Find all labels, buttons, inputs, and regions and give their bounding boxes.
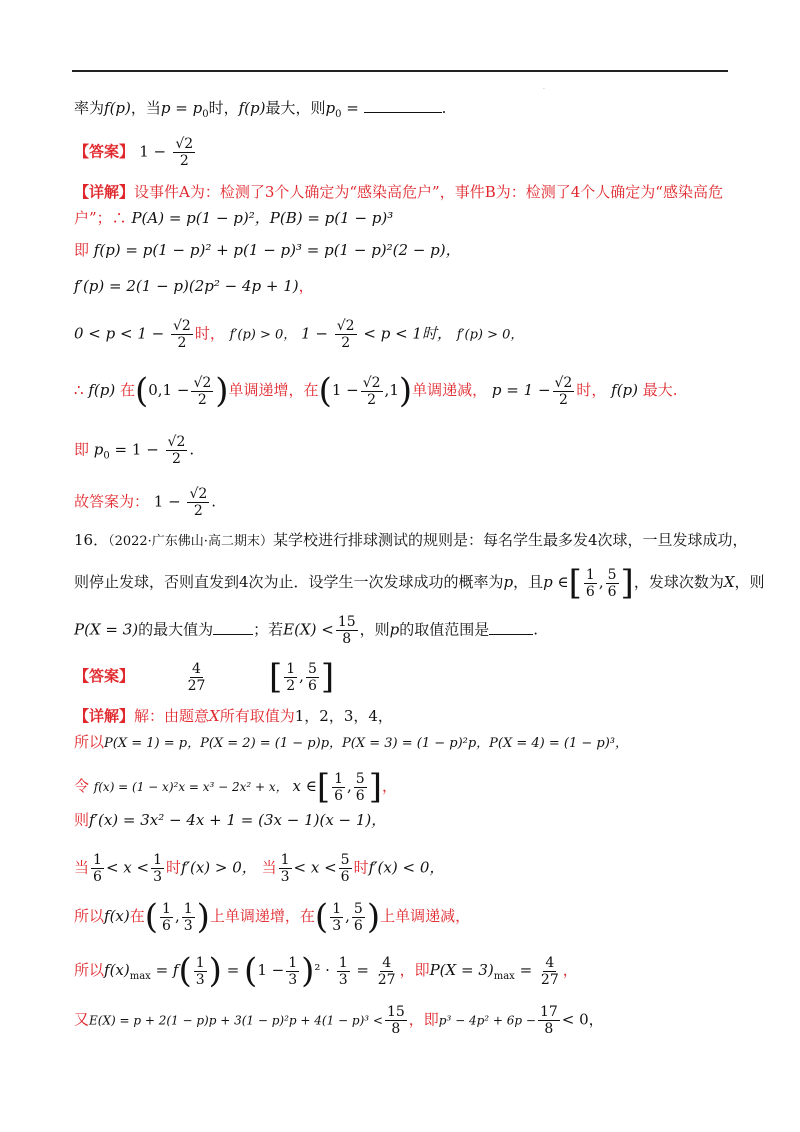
fraction [337,955,350,988]
numerator: 1 [286,660,296,677]
math: 0,1 − [148,381,190,399]
formula-line [74,732,628,754]
text: ，即 [408,1010,439,1029]
text: 又 [74,1010,90,1029]
fraction [335,318,357,351]
text: 所有取值为 [219,707,295,725]
denominator: 6 [355,787,365,804]
text: . [533,620,539,639]
text: ，发球次数为 [633,573,724,591]
math: 1，2，3，4， [294,707,393,725]
denominator: 2 [179,153,189,169]
math: f(p) [238,99,266,117]
detail-tag: 【详解】 [74,707,135,725]
math: f′(x) < 0， [368,858,445,877]
denominator: 27 [377,971,396,988]
denominator: 3 [332,917,342,934]
text: 当 [74,858,90,877]
text: 最大. [642,381,678,399]
math-sub: max [493,971,515,982]
fraction [336,614,358,647]
math: p [325,99,336,117]
text: 单调递增，在 [228,381,319,399]
fraction [279,852,292,885]
question-16-line: 则停止发球，否则直发到4次为止．设学生一次发球成功的概率为p，且p ∈[ $\frac{1}{6}$ , $\frac{5}{6}$ ]，发球次数为X，则 [74,563,765,603]
text: ，当 [130,99,161,117]
denominator: 3 [153,869,162,885]
fraction [160,901,173,934]
math: p³ − 4p² + 6p − [438,1013,536,1028]
denominator: 6 [607,583,617,600]
math: f(x) = (1 − x)²x = x³ − 2x² + x， [93,780,288,794]
text: 所以 [74,961,105,979]
denominator: 3 [183,917,193,934]
text: 时， [576,381,607,399]
numerator: 1 [183,900,193,917]
math: X [723,573,735,591]
text: 设事件A为：检测了3个人确定为“感染高危户”，事件B为：检测了4个人确定为“感染高危 [134,183,723,201]
formula-line: 令 f(x) = (1 − x)²x = x³ − 2x² + x， x ∈[ $\frac{1}{6}$ , $\frac{5}{6}$ ]， [74,767,397,807]
text: . [211,492,217,511]
detail-line [74,706,393,726]
math: = [514,961,537,979]
text: 上单调递减， [380,907,471,925]
math: f(p) = p(1 − p)² + p(1 − p)³ = p(1 − p)²(2 − p)， [93,241,461,259]
text: 当 [261,858,277,877]
denominator: 3 [338,971,348,988]
text: 所以 [74,907,105,925]
text: 在 [129,907,145,925]
text: ， [298,277,314,295]
numerator: 1 [338,954,348,971]
answer-line [74,136,197,169]
math: 1 − [301,324,328,343]
header-rule [72,70,728,72]
math-sub: 0 [335,109,342,120]
answer-line: 【答案】 $\frac{4}{27}$ [ $\frac{1}{2}$ , $\frac{5}{6}$ ] [74,657,335,697]
numerator: 17 [539,1004,558,1020]
formula-line [74,810,386,830]
fraction [361,375,383,408]
denominator: 2 [558,391,568,408]
math: p [389,620,400,639]
math: E(X) = p + 2(1 − p)p + 3(1 − p)²p + 4(1 − p)³ < [89,1013,383,1028]
answer-tag: 【答案】 [74,142,135,161]
numerator: √2 [175,136,194,152]
text: ∴ [74,381,84,399]
denominator: 2 [367,391,377,408]
fraction [173,136,195,169]
fraction [339,852,352,885]
text: ， [381,777,397,795]
text: 时， [208,99,239,117]
text: 故答案为： [74,492,150,511]
denominator: 2 [193,503,203,519]
question-16-line [74,530,748,552]
math: p = p [160,99,203,117]
denominator: 8 [342,631,352,647]
math: = [221,961,245,979]
text: 的取值范围是 [399,620,490,639]
formula-line [74,1004,604,1037]
text: 最大，则 [265,99,326,117]
math-sub: 0 [202,109,209,120]
numerator: 5 [340,852,350,868]
math: f(p) [611,381,638,399]
numerator: 5 [353,900,363,917]
numerator: 15 [337,614,356,630]
fraction [166,434,188,467]
formula-line [74,276,314,296]
denominator: 6 [340,869,350,885]
text: 则 [74,811,90,829]
numerator: 4 [545,954,555,971]
math: f(p) [88,381,116,399]
fraction [187,486,209,519]
math: X [209,707,220,725]
fraction [376,955,398,988]
math: = 1 − [109,440,159,459]
math: p [503,573,514,591]
denominator: 6 [353,917,363,934]
fraction [151,852,164,885]
denominator: 2 [172,451,181,467]
numerator: 1 [162,900,171,917]
denominator: 6 [93,869,102,885]
math: P(X = 3) [74,620,139,639]
text: 令 [74,777,90,795]
math: < p < 1时， [363,324,452,343]
detail-line [74,208,393,228]
answer-blank [213,622,253,635]
numerator: 1 [332,900,342,917]
fraction [306,661,319,694]
math: 0 < p < 1 − [74,324,165,343]
math: P(X = 1) = p，P(X = 2) = (1 − p)p，P(X = 3) = (1 − p)²p，P(X = 4) = (1 − p)³， [104,736,629,751]
math: p = 1 − [491,381,551,399]
numerator: 5 [607,566,617,583]
denominator: 2 [341,335,351,351]
fraction [606,567,619,600]
denominator: 2 [286,677,296,694]
math: f(x) [104,907,130,925]
denominator: 6 [162,917,171,934]
fraction [330,901,343,934]
fraction [91,852,104,885]
denominator: 2 [197,391,207,408]
math: < x < [105,858,150,877]
math: = f [150,961,179,979]
math: f′(p) > 0， [456,327,524,343]
text: ，且 [513,573,544,591]
detail-line [74,182,723,202]
formula-line: 所以$f(x)_{max} = f$( $\frac{1}{3}$ ) = (1 − $\frac{1}{3}$ )² · $\frac{1}{3}$ = $\frac{4}{27}$ ，即$P(X = 3)_{max}$ = $\frac{4}{27}$ ， [74,951,578,991]
math: 1 − [257,961,285,979]
text: 上单调递增，在 [209,907,315,925]
denominator: 8 [391,1021,401,1037]
text: 时 [166,858,182,877]
text: . [189,440,195,459]
math: 1 − [331,381,359,399]
denominator: 3 [195,971,205,988]
fraction [385,1004,407,1037]
numerator: √2 [336,318,355,334]
numerator: √2 [167,434,186,450]
text: ，则 [734,573,765,591]
math-sub: max [129,971,151,982]
text: 在 [119,381,135,399]
answer-blank [364,100,442,113]
math: f′(x) = 3x² − 4x + 1 = (3x − 1)(x − 1)， [89,811,387,829]
answer-tag: 【答案】 [74,667,135,685]
fraction [284,661,297,694]
text: ，即 [399,961,430,979]
text: 的最大值为 [138,620,214,639]
question-number: 16． [74,531,109,549]
fraction [354,771,367,804]
math: P(A) = p(1 − p)²，P(B) = p(1 − p)³ [131,209,394,227]
math: = [351,961,374,979]
numerator: 1 [93,852,102,868]
denominator: 6 [585,583,595,600]
text: 解：由题意 [134,707,210,725]
numerator: 15 [386,1004,405,1020]
text: 时， [194,324,225,343]
text: ， [562,961,578,979]
fraction [194,955,207,988]
math: f(p) [104,99,131,117]
denominator: 8 [544,1021,554,1037]
denominator: 6 [334,787,344,804]
numerator: 4 [382,954,392,971]
math: p [93,440,104,459]
fraction [186,661,208,694]
numerator: 5 [307,660,317,677]
denominator: 3 [280,869,290,885]
fraction [538,1004,560,1037]
numerator: 5 [355,770,365,787]
numerator: √2 [554,374,573,391]
math: x ∈ [292,777,317,795]
fraction [171,318,193,351]
numerator: 1 [153,852,162,868]
text: ；若 [253,620,284,639]
detail-tag: 【详解】 [74,183,135,201]
formula-line [74,318,523,351]
text: 单调递减， [412,381,488,399]
fraction [286,955,299,988]
text: ，则 [359,620,390,639]
fraction [352,901,365,934]
formula-line [74,434,194,467]
formula-line: 所以f(x)在( $\frac{1}{6}$ , $\frac{1}{3}$ )上单调递增，在( $\frac{1}{3}$ , $\frac{5}{6}$ )上单调递减， [74,897,471,937]
fraction [539,955,561,988]
fraction [182,901,195,934]
math: < x < [293,858,337,877]
denominator: 27 [540,971,559,988]
math: f′(p) > 0， [229,327,297,343]
denominator: 3 [288,971,298,988]
numerator: 1 [334,770,344,787]
text: 时 [353,858,369,877]
math: 1 − [139,142,167,161]
formula-line [74,240,461,260]
question-source: （2022·广东佛山·高二期末） [108,534,273,549]
math: ,1 [384,381,399,399]
formula-line [74,486,216,519]
formula-line [74,852,444,885]
math-sub: 0 [103,450,110,462]
math: 1 − [153,492,181,511]
numerator: √2 [189,486,208,502]
text: 则停止发球，否则直发到4次为止．设学生一次发球成功的概率为 [74,573,504,591]
numerator: 1 [288,954,298,971]
math: = [341,99,359,117]
fraction [584,567,597,600]
denominator: 2 [177,335,187,351]
numerator: 1 [585,566,595,583]
answer-blank [489,622,533,635]
question-tail-line [74,98,446,125]
math: P(X = 3) [429,961,494,979]
fraction [553,375,575,408]
text: 所以 [74,733,105,751]
fraction [332,771,345,804]
math: f(x) [104,961,130,979]
text: 即 [74,440,90,459]
denominator: 27 [187,677,206,694]
denominator: 6 [307,677,317,694]
math: E(X) < [283,620,334,639]
math: ² · [314,961,335,979]
math: p ∈ [543,573,569,591]
math: f′(x) > 0， [181,858,257,877]
text: 率为 [74,99,105,117]
math: < 0， [561,1010,604,1029]
text: 某学校进行排球测试的规则是：每名学生最多发4次球，一旦发球成功， [272,531,748,549]
numerator: 1 [195,954,205,971]
numerator: √2 [193,374,212,391]
page-mark: · [543,86,545,93]
numerator: 4 [192,660,201,677]
numerator: √2 [173,318,191,334]
numerator: √2 [362,374,381,391]
numerator: 1 [280,852,290,868]
text: . [441,99,447,117]
math: f′(p) = 2(1 − p)(2p² − 4p + 1) [74,277,299,295]
text: 户”；∴ [74,209,127,227]
question-16-line [74,614,538,647]
formula-line: ∴ f(p) 在(0,1 − $\frac{√2}{2}$ )单调递增，在(1 − $\frac{√2}{2}$ ,1)单调递减， p = 1 − $\frac{√2}{2}$ 时， f(p) 最大. [74,371,678,411]
fraction [191,375,213,408]
text: 即 [74,241,90,259]
